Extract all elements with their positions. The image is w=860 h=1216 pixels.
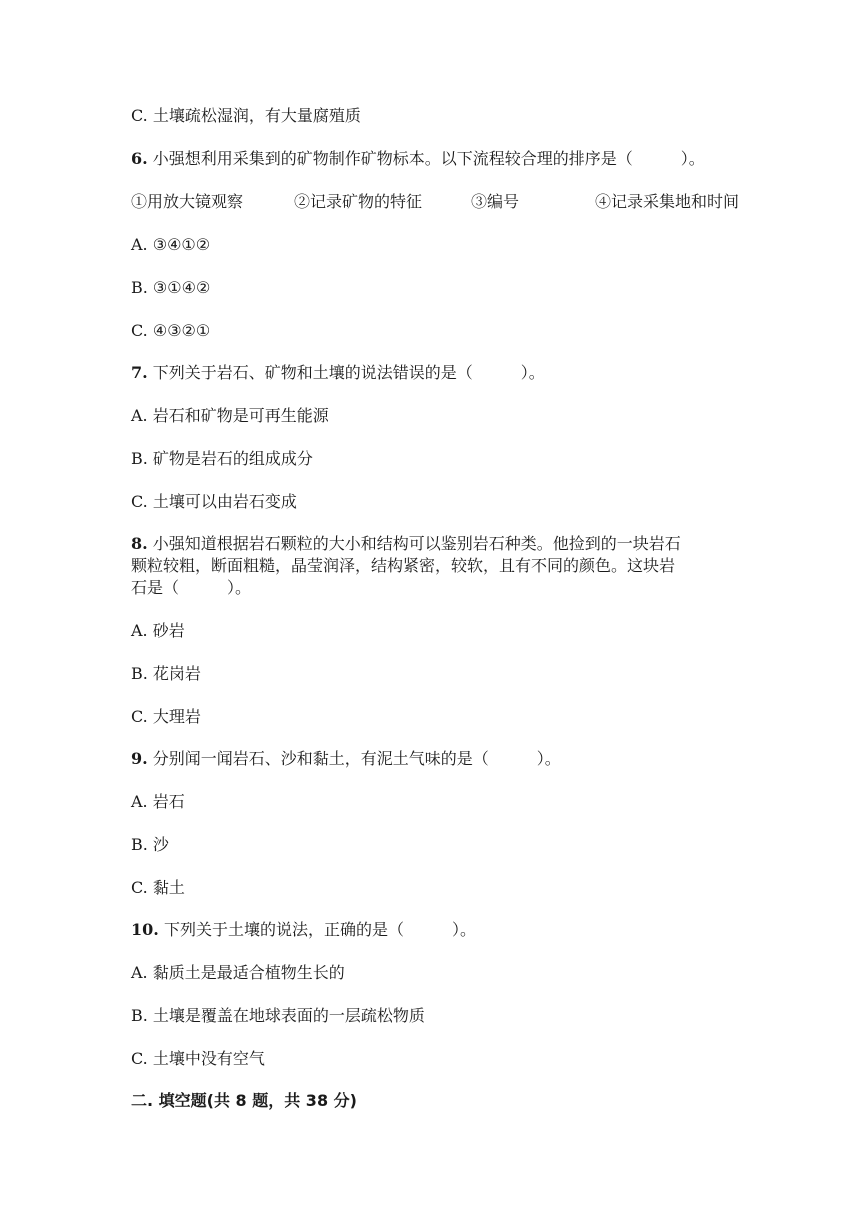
q10-option-b: B. 土壤是覆盖在地球表面的一层疏松物质 [131, 1006, 425, 1025]
q8-stem-line-1 [131, 534, 681, 554]
q10-option-c: C. 土壤中没有空气 [131, 1049, 265, 1068]
q7-stem [131, 363, 545, 383]
q8-text-line-3: 石是（ ）。 [131, 578, 252, 597]
q6-number: 6. [131, 149, 148, 168]
q6-step-1: ①用放大镜观察 [131, 192, 244, 211]
q8-text-line-2: 颗粒较粗，断面粗糙，晶莹润泽，结构紧密，较软，且有不同的颜色。这块岩 [131, 556, 676, 575]
q6-option-a: A. ③④①② [131, 235, 211, 254]
q8-text-line-1: 小强知道根据岩石颗粒的大小和结构可以鉴别岩石种类。他捡到的一块岩石 [152, 534, 681, 553]
q10-number: 10. [131, 920, 159, 939]
q7-text: 下列关于岩石、矿物和土壤的说法错误的是（ ）。 [152, 363, 545, 382]
q8-number: 8. [131, 534, 148, 553]
q7-option-b: B. 矿物是岩石的组成成分 [131, 449, 313, 468]
q9-option-c: C. 黏土 [131, 878, 185, 897]
q6-steps [131, 192, 739, 212]
q10-text: 下列关于土壤的说法，正确的是（ ）。 [163, 920, 476, 939]
q6-step-4: ④记录采集地和时间 [595, 192, 740, 211]
section-2-title: 二. 填空题(共 8 题，共 38 分) [131, 1091, 357, 1110]
q6-step-3: ③编号 [471, 192, 520, 211]
q8-option-c: C. 大理岩 [131, 707, 201, 726]
q7-option-a: A. 岩石和矿物是可再生能源 [131, 406, 329, 425]
q6-option-b: B. ③①④② [131, 278, 211, 297]
q6-step-2: ②记录矿物的特征 [294, 192, 423, 211]
q6-text: 小强想利用采集到的矿物制作矿物标本。以下流程较合理的排序是（ ）。 [152, 149, 705, 168]
q7-option-c: C. 土壤可以由岩石变成 [131, 492, 297, 511]
q9-option-b: B. 沙 [131, 835, 169, 854]
q10-stem [131, 920, 476, 940]
q9-number: 9. [131, 749, 148, 768]
q6-option-c: C. ④③②① [131, 321, 211, 340]
q8-option-a: A. 砂岩 [131, 621, 185, 640]
q5-option-c: C. 土壤疏松湿润，有大量腐殖质 [131, 106, 361, 125]
q9-stem [131, 749, 561, 769]
q10-option-a: A. 黏质土是最适合植物生长的 [131, 963, 345, 982]
q9-text: 分别闻一闻岩石、沙和黏土，有泥土气味的是（ ）。 [152, 749, 561, 768]
q7-number: 7. [131, 363, 148, 382]
q9-option-a: A. 岩石 [131, 792, 185, 811]
q6-stem [131, 149, 705, 169]
q8-option-b: B. 花岗岩 [131, 664, 201, 683]
